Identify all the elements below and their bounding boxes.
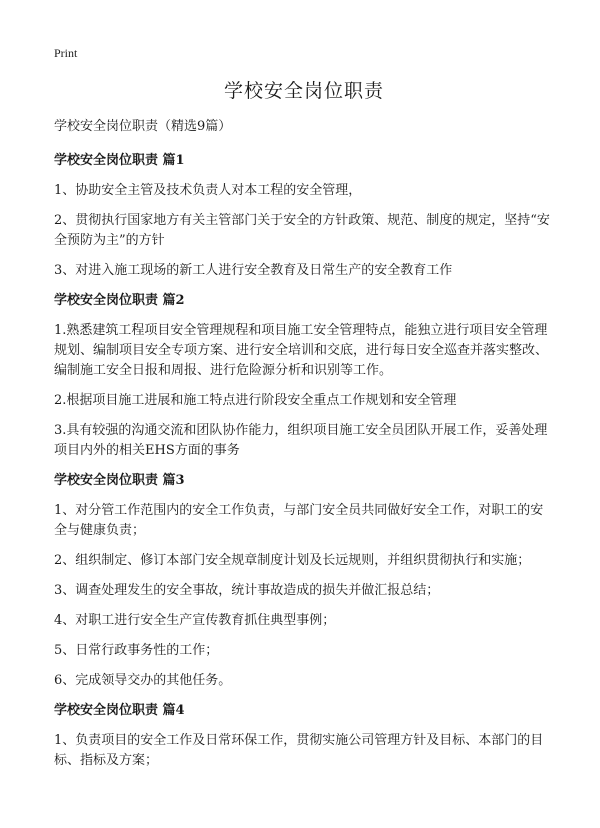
- print-link[interactable]: Print: [54, 46, 78, 60]
- list-item: 1、协助安全主管及技术负责人对本工程的安全管理，: [54, 183, 362, 198]
- page-title: 学校安全岗位职责: [223, 80, 384, 102]
- list-item: 3、对进入施工现场的新工人进行安全教育及日常生产的安全教育工作: [54, 263, 453, 278]
- section-3: [54, 471, 554, 691]
- list-item: 1、对分管工作范围内的安全工作负责，与部门安全员共同做好安全工作，对职工的安全与健康负责；: [54, 503, 544, 538]
- list-item: 1、负责项目的安全工作及日常环保工作，贯彻实施公司管理方针及目标、本部门的目标、指标及方案；: [54, 733, 544, 768]
- section-heading: 学校安全岗位职责 篇2: [54, 293, 185, 308]
- list-item: 2、组织制定、修订本部门安全规章制度计划及长远规则，并组织贯彻执行和实施；: [54, 553, 531, 568]
- section-4: [54, 701, 554, 771]
- section-heading: 学校安全岗位职责 篇3: [54, 473, 185, 488]
- section-heading: 学校安全岗位职责 篇1: [54, 153, 185, 168]
- list-item: 2.根据项目施工进展和施工特点进行阶段安全重点工作规划和安全管理: [54, 393, 457, 408]
- list-item: 3、调查处理发生的安全事故，统计事故造成的损失并做汇报总结；: [54, 583, 440, 598]
- document-body: [54, 76, 554, 781]
- section-1: [54, 151, 554, 281]
- section-2: [54, 291, 554, 461]
- list-item: 6、完成领导交办的其他任务。: [54, 673, 232, 688]
- list-item: 2、贯彻执行国家地方有关主管部门关于安全的方针政策、规范、制度的规定，坚持“安全预防为主”的方针: [54, 213, 550, 248]
- list-item: 5、日常行政事务性的工作；: [54, 643, 219, 658]
- document-subtitle: 学校安全岗位职责（精选9篇）: [54, 119, 232, 134]
- list-item: 4、对职工进行安全生产宣传教育抓住典型事例；: [54, 613, 336, 628]
- section-heading: 学校安全岗位职责 篇4: [54, 703, 185, 718]
- list-item: 3.具有较强的沟通交流和团队协作能力，组织项目施工安全员团队开展工作，妥善处理项目内外的相关EHS方面的事务: [54, 423, 548, 458]
- list-item: 1.熟悉建筑工程项目安全管理规程和项目施工安全管理特点，能独立进行项目安全管理规划、编制项目安全专项方案、进行安全培训和交底，进行每日安全巡查并落实整改、编制施工安全日报和周报、进行危险源分析和识别等工作。: [54, 323, 549, 378]
